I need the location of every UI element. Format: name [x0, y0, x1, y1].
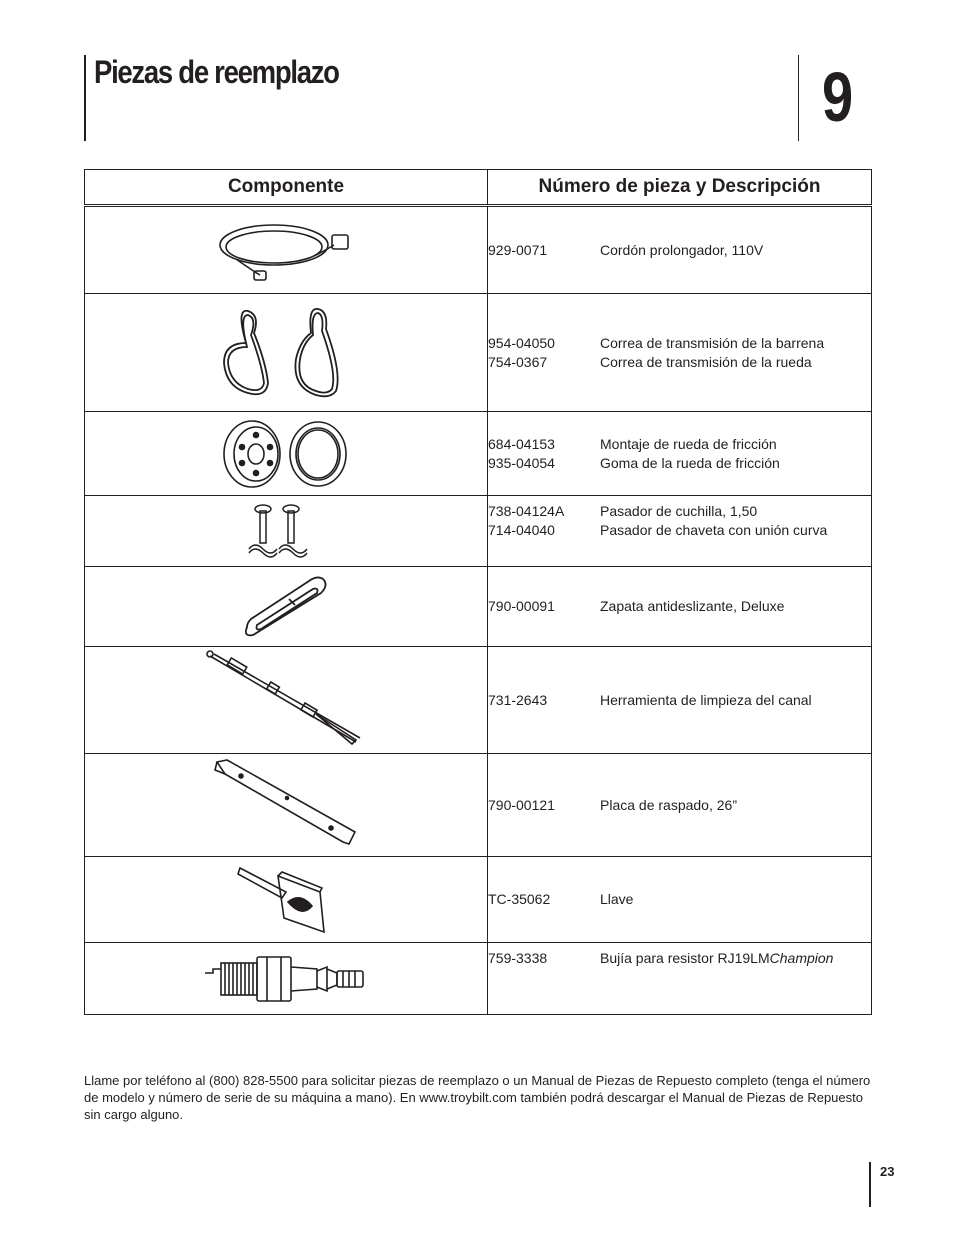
- description-cell: [488, 496, 872, 567]
- part-description: Montaje de rueda de fricción: [600, 435, 777, 452]
- part-line: [488, 454, 871, 473]
- page-number: 23: [880, 1164, 895, 1179]
- part-line: [488, 796, 871, 815]
- component-cell: [85, 943, 488, 1015]
- key-image: [236, 862, 336, 938]
- friction-wheel-image: [216, 417, 356, 491]
- part-description: Llave: [600, 891, 634, 907]
- part-description: Correa de transmisión de la rueda: [600, 353, 812, 370]
- header-component: Componente: [85, 170, 488, 206]
- part-number: 731-2643: [488, 691, 548, 708]
- table-row: [85, 206, 872, 294]
- part-description: Pasador de cuchilla, 1,50: [600, 503, 758, 519]
- footer-note: Llame por teléfono al (800) 828-5500 para solicitar piezas de reemplazo o un Manual de Piezas de Repuesto completo (tenga el número de modelo y número de serie de su máquina a mano). En www.troybilt.com también podrá descargar el Manual de Piezas de Repuesto sin cargo alguno.: [84, 1073, 871, 1122]
- component-cell: [85, 647, 488, 754]
- part-description: Cordón prolongador, 110V: [600, 241, 764, 258]
- component-cell: [85, 754, 488, 857]
- description-cell: [488, 206, 872, 294]
- description-cell: [488, 754, 872, 857]
- clean-out-tool-image: [206, 650, 366, 750]
- component-cell: [85, 857, 488, 943]
- part-description: Zapata antideslizante, Deluxe: [600, 598, 785, 614]
- page-number-rule: [869, 1162, 871, 1207]
- part-line: [488, 241, 871, 260]
- part-line: [488, 502, 871, 521]
- shear-pins-image: [241, 501, 331, 561]
- part-number: 759-3338: [488, 950, 548, 966]
- part-line: [488, 890, 871, 909]
- spark-plug-image: [201, 951, 371, 1007]
- part-number: 754-0367: [488, 353, 548, 370]
- table-row: [85, 943, 872, 1015]
- part-number: TC-35062: [488, 891, 551, 907]
- title-rule-left: [84, 55, 86, 141]
- part-line: [488, 949, 871, 968]
- description-cell: [488, 943, 872, 1015]
- part-number: 790-00091: [488, 598, 555, 614]
- chapter-number: 9: [822, 58, 854, 136]
- part-line: [488, 597, 871, 616]
- chapter-rule: [798, 55, 799, 141]
- shave-plate-image: [211, 758, 361, 852]
- part-description-text: Bujía para resistor RJ19LM: [600, 950, 770, 966]
- description-cell: [488, 647, 872, 754]
- component-cell: [85, 567, 488, 647]
- part-line: [488, 353, 871, 372]
- component-cell: [85, 496, 488, 567]
- part-line: [488, 521, 871, 540]
- table-row: [85, 754, 872, 857]
- table-row: [85, 412, 872, 496]
- part-number: 790-00121: [488, 796, 555, 813]
- part-description-brand: Champion: [769, 950, 834, 966]
- part-description: Herramienta de limpieza del canal: [600, 691, 812, 708]
- component-cell: [85, 412, 488, 496]
- component-cell: [85, 206, 488, 294]
- description-cell: [488, 412, 872, 496]
- part-description: Correa de transmisión de la barrena: [600, 334, 825, 351]
- page-title: Piezas de reemplazo: [94, 54, 339, 90]
- parts-table: [84, 169, 872, 1015]
- description-cell: [488, 857, 872, 943]
- description-cell: [488, 567, 872, 647]
- part-line: [488, 691, 871, 710]
- part-number: 684-04153: [488, 435, 555, 452]
- part-number: 954-04050: [488, 334, 555, 351]
- table-row: [85, 567, 872, 647]
- part-line: [488, 334, 871, 353]
- header-part-number: Número de pieza y Descripción: [488, 170, 872, 206]
- part-description: [600, 949, 871, 968]
- description-cell: [488, 294, 872, 412]
- part-description: Goma de la rueda de fricción: [600, 454, 780, 471]
- part-number: 714-04040: [488, 522, 555, 538]
- part-description: Pasador de chaveta con unión curva: [600, 522, 828, 538]
- table-row: [85, 647, 872, 754]
- table-row: [85, 496, 872, 567]
- component-cell: [85, 294, 488, 412]
- extension-cord-image: [216, 215, 356, 285]
- table-header-row: [85, 170, 872, 206]
- part-line: [488, 435, 871, 454]
- table-row: [85, 857, 872, 943]
- part-description: Placa de raspado, 26”: [600, 796, 737, 813]
- part-number: 929-0071: [488, 241, 548, 258]
- part-number: 738-04124A: [488, 503, 565, 519]
- part-number: 935-04054: [488, 454, 555, 471]
- skid-shoe-image: [241, 575, 331, 639]
- table-row: [85, 294, 872, 412]
- drive-belts-image: [216, 303, 356, 403]
